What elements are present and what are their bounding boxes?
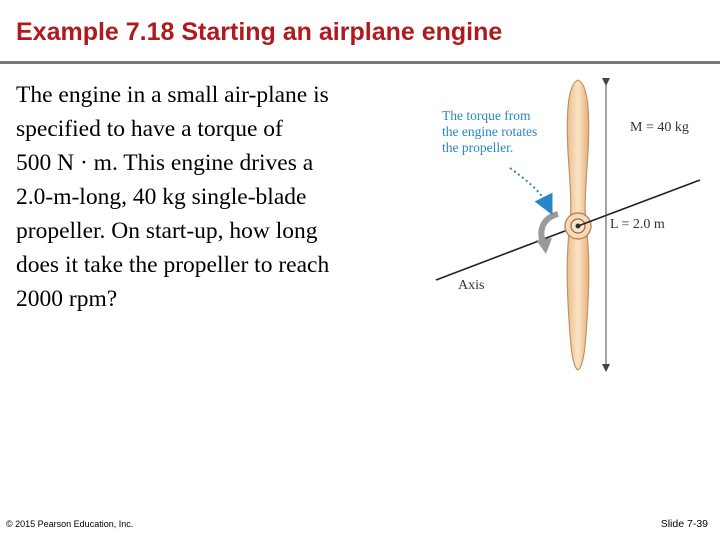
axis-line	[436, 226, 578, 280]
caption-line: the propeller.	[442, 140, 514, 155]
title-divider	[0, 61, 720, 64]
slide-number: Slide 7-39	[660, 518, 708, 530]
problem-line: 2.0-m-long, 40 kg single-blade	[16, 184, 307, 210]
problem-line: 500 N · m. This engine drives a	[16, 150, 314, 176]
problem-line: specified to have a torque of	[16, 116, 283, 142]
caption-line: The torque from	[442, 108, 531, 123]
caption-line: the engine rotates	[442, 124, 538, 139]
axis-label: Axis	[458, 278, 485, 293]
rotation-arrowhead-icon	[536, 238, 552, 254]
problem-line: does it take the propeller to reach	[16, 252, 330, 278]
problem-statement	[16, 78, 408, 316]
torque-callout-arrow	[510, 168, 548, 206]
torque-caption	[442, 108, 592, 156]
slide-title: Example 7.18 Starting an airplane engine	[16, 18, 503, 46]
problem-line: The engine in a small air-plane is	[16, 82, 329, 108]
problem-line: 2000 rpm?	[16, 286, 118, 312]
length-label: L = 2.0 m	[610, 217, 665, 232]
problem-line: propeller. On start-up, how long	[16, 218, 318, 244]
mass-label: M = 40 kg	[630, 120, 689, 135]
copyright-notice: © 2015 Pearson Education, Inc.	[6, 519, 134, 529]
